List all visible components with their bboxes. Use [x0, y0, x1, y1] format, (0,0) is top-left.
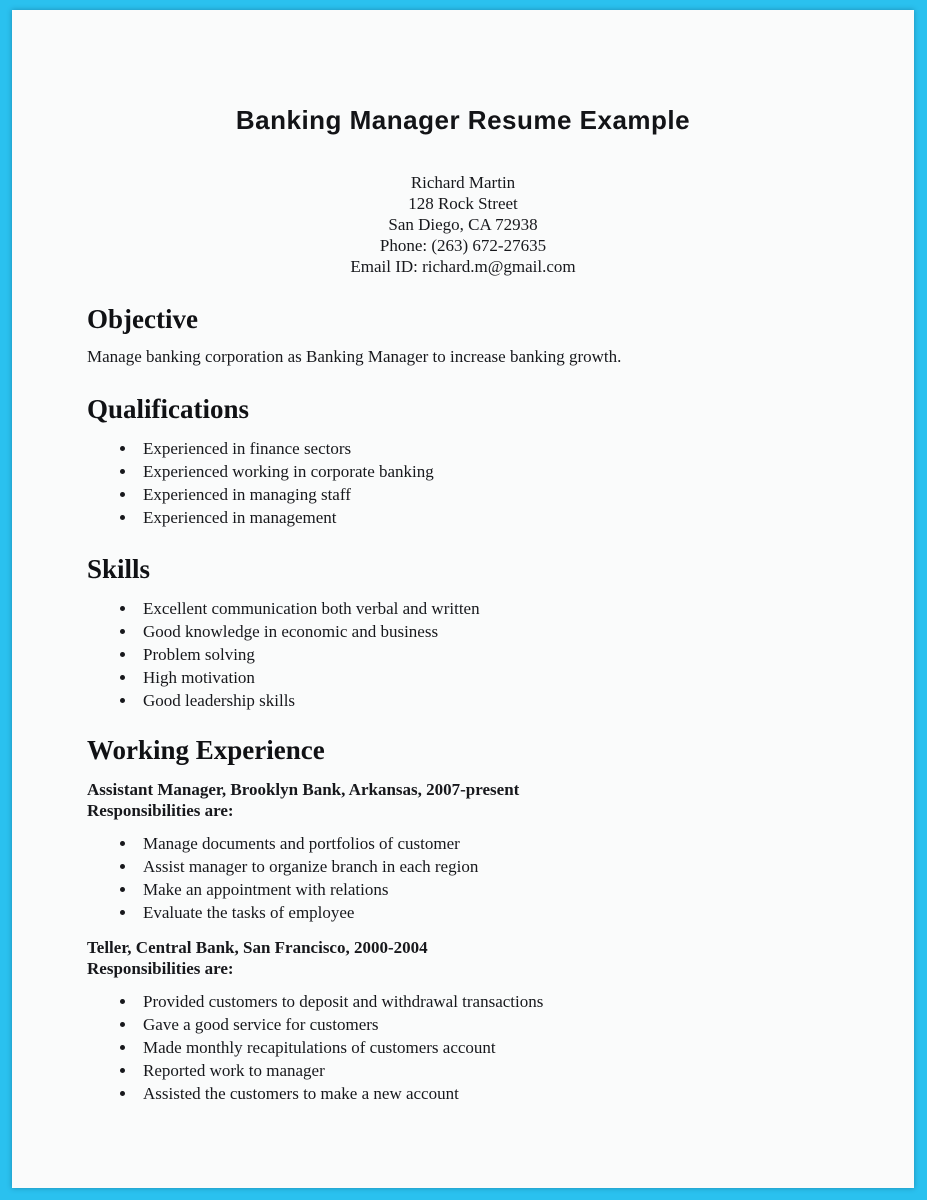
section-heading-experience: Working Experience: [87, 735, 325, 765]
job-entry: [87, 937, 844, 1105]
job-responsibilities-list: [87, 990, 844, 1105]
job-title: Assistant Manager, Brooklyn Bank, Arkansas, 2007-present: [87, 780, 520, 799]
qualifications-list: [87, 437, 844, 529]
section-heading-objective: Objective: [87, 304, 198, 334]
resume-body: [12, 304, 914, 1105]
contact-street: 128 Rock Street: [408, 194, 518, 213]
contact-block: [12, 172, 914, 277]
contact-email: Email ID: richard.m@gmail.com: [350, 257, 576, 276]
list-item: • Evaluate the tasks of employee: [137, 901, 844, 924]
list-item: • Provided customers to deposit and withdrawal transactions: [137, 990, 844, 1013]
list-item: • Gave a good service for customers: [137, 1013, 844, 1036]
list-item: • Made monthly recapitulations of customers account: [137, 1036, 844, 1059]
section-heading-qualifications: Qualifications: [87, 394, 250, 424]
objective-text: Manage banking corporation as Banking Manager to increase banking growth.: [87, 347, 622, 366]
list-item: • Experienced in managing staff: [137, 483, 844, 506]
list-item: • Good leadership skills: [137, 689, 844, 712]
list-item: • Experienced in management: [137, 506, 844, 529]
list-item: • Reported work to manager: [137, 1059, 844, 1082]
job-subtitle: Responsibilities are:: [87, 959, 234, 978]
list-item: • Excellent communication both verbal and written: [137, 597, 844, 620]
job-title: Teller, Central Bank, San Francisco, 2000-2004: [87, 938, 428, 957]
job-entry: [87, 779, 844, 924]
list-item: • Manage documents and portfolios of customer: [137, 832, 844, 855]
list-item: • Experienced in finance sectors: [137, 437, 844, 460]
job-responsibilities-list: [87, 832, 844, 924]
skills-list: [87, 597, 844, 712]
contact-name: Richard Martin: [410, 173, 516, 192]
job-subtitle: Responsibilities are:: [87, 801, 234, 820]
section-heading-skills: Skills: [87, 554, 151, 584]
list-item: • Experienced working in corporate banking: [137, 460, 844, 483]
list-item: • Assist manager to organize branch in each region: [137, 855, 844, 878]
page-title: Banking Manager Resume Example: [235, 105, 691, 135]
list-item: • Problem solving: [137, 643, 844, 666]
list-item: • Make an appointment with relations: [137, 878, 844, 901]
list-item: • Good knowledge in economic and business: [137, 620, 844, 643]
list-item: • High motivation: [137, 666, 844, 689]
contact-city: San Diego, CA 72938: [388, 215, 538, 234]
resume-paper: [12, 10, 914, 1188]
list-item: • Assisted the customers to make a new account: [137, 1082, 844, 1105]
contact-phone: Phone: (263) 672-27635: [379, 236, 547, 255]
